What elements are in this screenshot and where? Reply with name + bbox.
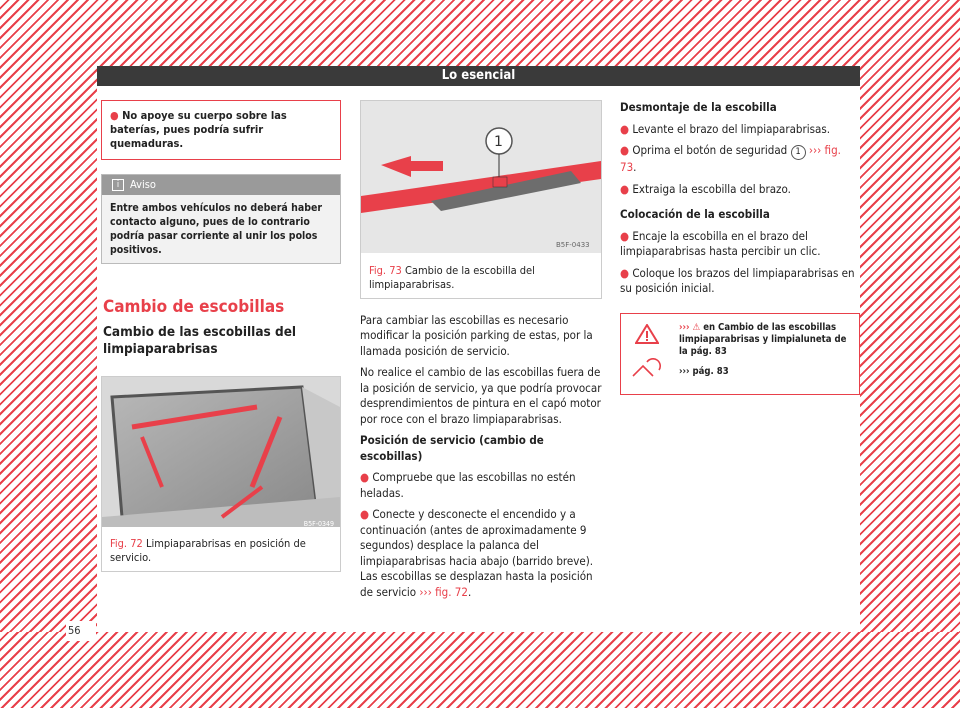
subheading-desmontaje: Desmontaje de la escobilla bbox=[620, 100, 777, 114]
figure-73 bbox=[360, 100, 602, 299]
figure-label: Fig. 72 bbox=[110, 537, 143, 550]
bullet-icon: ● bbox=[620, 121, 633, 136]
reference-text-1: ››› ⚠ en Cambio de las escobillas limpiaparabrisas y limpialuneta de la pág. 83 bbox=[679, 321, 847, 357]
figure-caption bbox=[361, 258, 601, 298]
bullet-item: ● Extraiga la escobilla del brazo. bbox=[620, 181, 791, 196]
caption-text: Cambio de la escobilla del limpiaparabrisas. bbox=[369, 263, 535, 291]
aviso-title: Aviso bbox=[130, 178, 156, 191]
reference-box bbox=[620, 313, 860, 395]
environment-icon bbox=[631, 358, 665, 380]
bullet-item: ● Compruebe que las escobillas no estén heladas. bbox=[360, 470, 576, 500]
bullet-item: ● Levante el brazo del limpiaparabrisas. bbox=[620, 121, 831, 136]
windshield-wipers-illustration bbox=[102, 377, 340, 527]
bullet-icon: ● bbox=[620, 228, 633, 243]
callout-number: 1 bbox=[791, 145, 806, 160]
page-header: Lo esencial bbox=[97, 66, 860, 86]
bullet-icon: ● bbox=[360, 470, 373, 484]
bullet-icon: ● bbox=[110, 109, 119, 122]
warning-triangle-icon bbox=[635, 324, 659, 344]
link-arrows[interactable]: ››› bbox=[679, 321, 690, 333]
figure-link[interactable]: ››› fig. 72 bbox=[419, 584, 468, 599]
figure-code: B5F-0349 bbox=[303, 520, 334, 528]
bullet-icon: ● bbox=[620, 265, 633, 280]
warning-triangle-icon: ⚠ bbox=[692, 321, 701, 333]
hatched-footer-band bbox=[0, 632, 960, 708]
figure-marker: 1 bbox=[494, 134, 503, 150]
wiper-blade-illustration bbox=[361, 101, 601, 253]
bullet-item: ● Encaje la escobilla en el brazo del limpiaparabrisas hasta percibir un clic. bbox=[620, 228, 821, 258]
bullet-icon: ● bbox=[620, 181, 633, 196]
warning-box bbox=[101, 100, 341, 160]
bullet-icon: ● bbox=[620, 143, 633, 157]
figure-link[interactable]: ››› fig. 73 bbox=[620, 143, 841, 174]
figure-code: B5F-0433 bbox=[556, 241, 590, 249]
aviso-header bbox=[102, 175, 340, 195]
bullet-item: ● Conecte y desconecte el encendido y a continuación (antes de aproximadamente 9 segundos) desplace la palanca del limpiaparabrisas hacia abajo (barrido breve). Las escobillas se desplazan hasta la posición de servicio ››› fig. 72. bbox=[360, 507, 594, 599]
bullet-icon: ● bbox=[360, 507, 373, 521]
aviso-box bbox=[101, 174, 341, 264]
info-icon: i bbox=[112, 179, 124, 191]
reference-text-2[interactable]: ››› pág. 83 bbox=[679, 365, 729, 377]
subheading-colocacion: Colocación de la escobilla bbox=[620, 207, 770, 221]
subheading: Posición de servicio (cambio de escobillas) bbox=[360, 433, 544, 463]
bullet-item: ● Coloque los brazos del limpiaparabrisas en su posición inicial. bbox=[620, 265, 855, 295]
paragraph-2: No realice el cambio de las escobillas fuera de la posición de servicio, ya que podría provocar desprendimientos de pintura en el capó motor por roce con el brazo limpiaparabrisas. bbox=[360, 365, 602, 426]
page-number: 56 bbox=[66, 621, 96, 641]
figure-label: Fig. 73 bbox=[369, 263, 402, 277]
bullet-item: ● Oprima el botón de seguridad 1 ››› fig. 73. bbox=[620, 143, 841, 174]
paragraph-1: Para cambiar las escobillas es necesario modificar la posición parking de estas, por la llamada posición de servicio. bbox=[360, 312, 593, 358]
figure-caption bbox=[102, 531, 340, 571]
subsection-title: Cambio de las escobillas del limpiaparabrisas bbox=[103, 323, 297, 357]
section-title: Cambio de escobillas bbox=[103, 297, 285, 317]
figure-72 bbox=[101, 376, 341, 573]
left-column bbox=[101, 100, 341, 572]
middle-column bbox=[360, 100, 602, 606]
warning-text: No apoye su cuerpo sobre las baterías, pues podría sufrir quemaduras. bbox=[110, 109, 287, 150]
caption-text: Limpiaparabrisas en posición de servicio. bbox=[110, 537, 306, 564]
right-column bbox=[620, 100, 860, 395]
aviso-text: Entre ambos vehículos no deberá haber contacto alguno, pues de lo contrario podría pasar corriente al unir los polos positivos. bbox=[102, 195, 340, 263]
